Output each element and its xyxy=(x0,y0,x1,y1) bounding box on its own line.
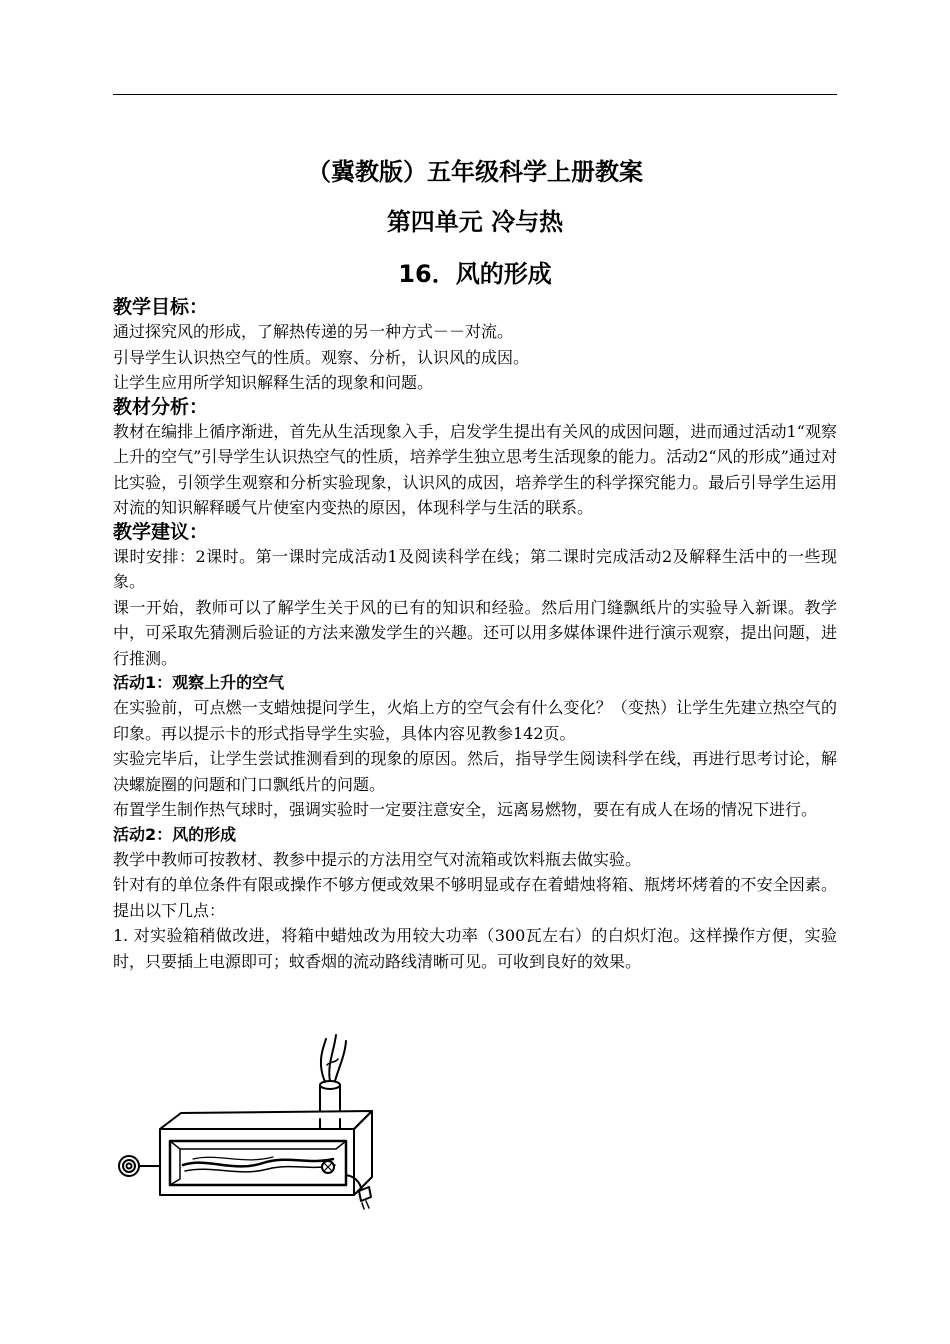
goal-item: 让学生应用所学知识解释生活的现象和问题。 xyxy=(113,373,434,392)
document-body xyxy=(113,150,837,974)
activity2-paragraph: 1. 对实验箱稍做改进，将箱中蜡烛改为用较大功率（300瓦左右）的白炽灯泡。这样操作方便，实验时，只要插上电源即可；蚊香烟的流动路线清晰可见。可收到良好的效果。 xyxy=(113,926,837,971)
goal-item: 通过探究风的形成，了解热传递的另一种方式－－对流。 xyxy=(113,322,514,341)
goal-item: 引导学生认识热空气的性质。观察、分析，认识风的成因。 xyxy=(113,347,530,367)
activity2-heading: 活动2：风的形成 xyxy=(113,824,237,844)
lesson-title: 16．风的形成 xyxy=(398,260,552,288)
document-title: （冀教版）五年级科学上册教案 xyxy=(307,158,643,186)
analysis-paragraph: 教材在编排上循序渐进，首先从生活现象入手，启发学生提出有关风的成因问题，进而通过活动1“观察上升的空气”引导学生认识热空气的性质，培养学生独立思考生活现象的能力。活动2“风的形成”通过对比实验，引领学生观察和分析实验现象，认识风的成因，培养学生的科学探究能力。最后引导学生运用对流的知识解释暖气片使室内变热的原因，体现科学与生活的联系。 xyxy=(113,421,837,517)
activity1-paragraph: 布置学生制作热气球时，强调实验时一定要注意安全，远离易燃物，要在有成人在场的情况下进行。 xyxy=(113,800,818,819)
activity1-paragraph: 实验完毕后，让学生尝试推测看到的现象的原因。然后，指导学生阅读科学在线，再进行思考讨论，解决螺旋圈的问题和门口飘纸片的问题。 xyxy=(113,749,837,794)
suggestion-paragraph: 课时安排：2课时。第一课时完成活动1及阅读科学在线；第二课时完成活动2及解释生活中的一些现象。 xyxy=(113,546,837,591)
activity1-heading: 活动1：观察上升的空气 xyxy=(113,673,285,692)
header-rule xyxy=(113,94,837,95)
activity1-paragraph: 在实验前，可点燃一支蜡烛提问学生，火焰上方的空气会有什么变化？（变热）让学生先建立热空气的印象。再以提示卡的形式指导学生实验，具体内容见教参142页。 xyxy=(113,698,837,743)
convection-box-illustration xyxy=(113,1025,383,1215)
goals-heading: 教学目标： xyxy=(113,296,209,318)
unit-title: 第四单元 冷与热 xyxy=(386,208,564,236)
analysis-heading: 教材分析： xyxy=(113,395,209,418)
activity2-paragraph: 针对有的单位条件有限或操作不够方便或效果不够明显或存在着蜡烛将箱、瓶烤坏烤着的不安全因素。提出以下几点： xyxy=(113,875,837,920)
suggestion-paragraph: 课一开始，教师可以了解学生关于风的已有的知识和经验。然后用门缝飘纸片的实验导入新课。教学中，可采取先猜测后验证的方法来激发学生的兴趣。还可以用多媒体课件进行演示观察，提出问题，进行推测。 xyxy=(113,597,837,668)
activity2-paragraph: 教学中教师可按教材、教参中提示的方法用空气对流箱或饮料瓶去做实验。 xyxy=(113,849,642,869)
suggestions-heading: 教学建议： xyxy=(113,520,209,543)
